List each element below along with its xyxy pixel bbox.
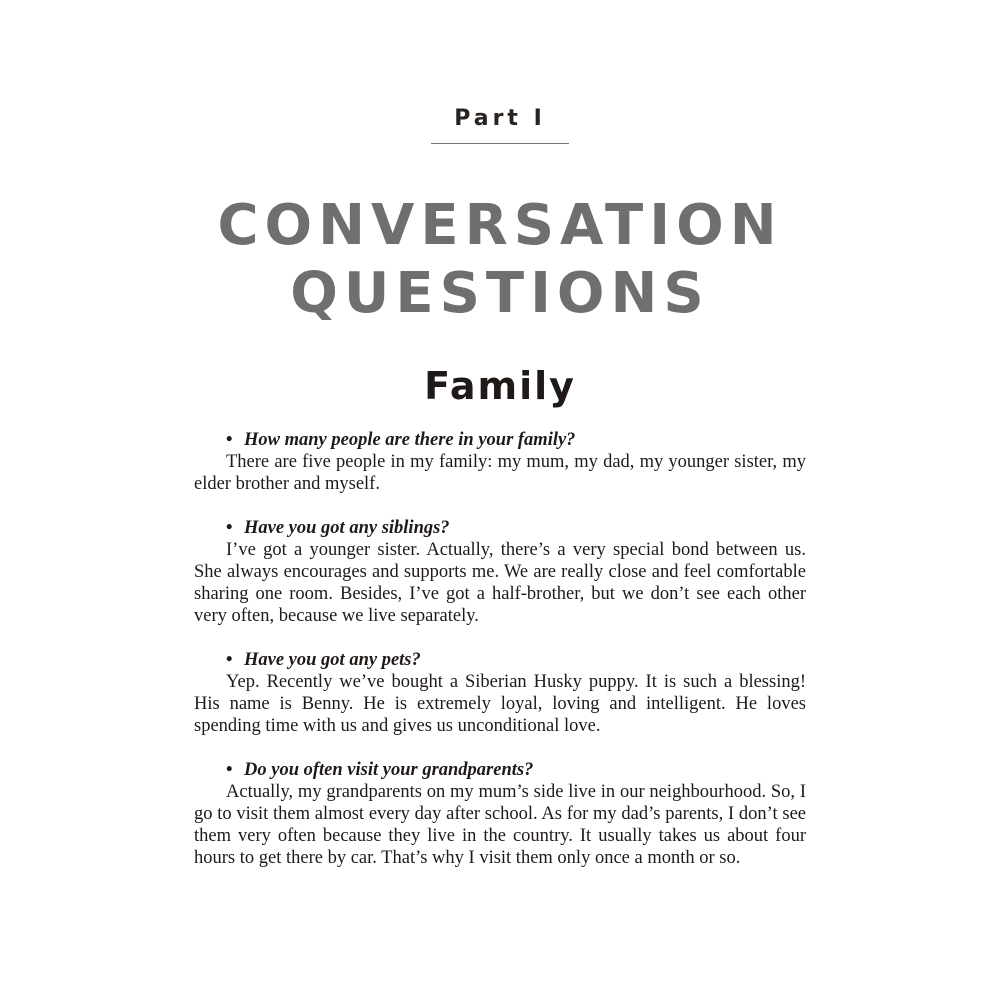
bullet: • (226, 518, 233, 538)
part-label: Part I (454, 106, 546, 131)
qa-list (194, 429, 806, 891)
question-text: Have you got any siblings? (244, 518, 450, 538)
bullet: • (226, 430, 233, 450)
qa-item (194, 429, 806, 495)
question-text: Have you got any pets? (244, 650, 421, 670)
qa-item (194, 649, 806, 737)
question (194, 517, 806, 539)
answer: Yep. Recently we’ve bought a Siberian Husky puppy. It is such a blessing! His name is Benny. He is extremely loyal, loving and intelligent. He loves spending time with us and gives us unconditional love. (194, 672, 806, 736)
question-text: How many people are there in your family? (244, 430, 576, 450)
answer: There are five people in my family: my mum, my dad, my younger sister, my elder brother and myself. (194, 452, 806, 494)
question-text: Do you often visit your grandparents? (244, 760, 534, 780)
chapter-title-line-1: CONVERSATION (217, 193, 783, 258)
bullet: • (226, 650, 233, 670)
chapter-title (0, 192, 1000, 328)
question (194, 759, 806, 781)
answer: Actually, my grandparents on my mum’s side live in our neighbourhood. So, I go to visit them almost every day after school. As for my dad’s parents, I don’t see them very often because they live in the country. It usually takes us about four hours to get there by car. That’s why I visit them only once a month or so. (194, 782, 806, 868)
section-title: Family (424, 364, 576, 408)
question (194, 649, 806, 671)
question (194, 429, 806, 451)
part-divider (431, 143, 569, 144)
qa-item (194, 759, 806, 869)
bullet: • (226, 760, 233, 780)
qa-item (194, 517, 806, 627)
answer: I’ve got a younger sister. Actually, there’s a very special bond between us. She always encourages and supports me. We are really close and feel comfortable sharing one room. Besides, I’ve got a half-brother, but we don’t see each other very often, because we live separately. (194, 540, 806, 626)
chapter-title-line-2: QUESTIONS (290, 261, 710, 326)
